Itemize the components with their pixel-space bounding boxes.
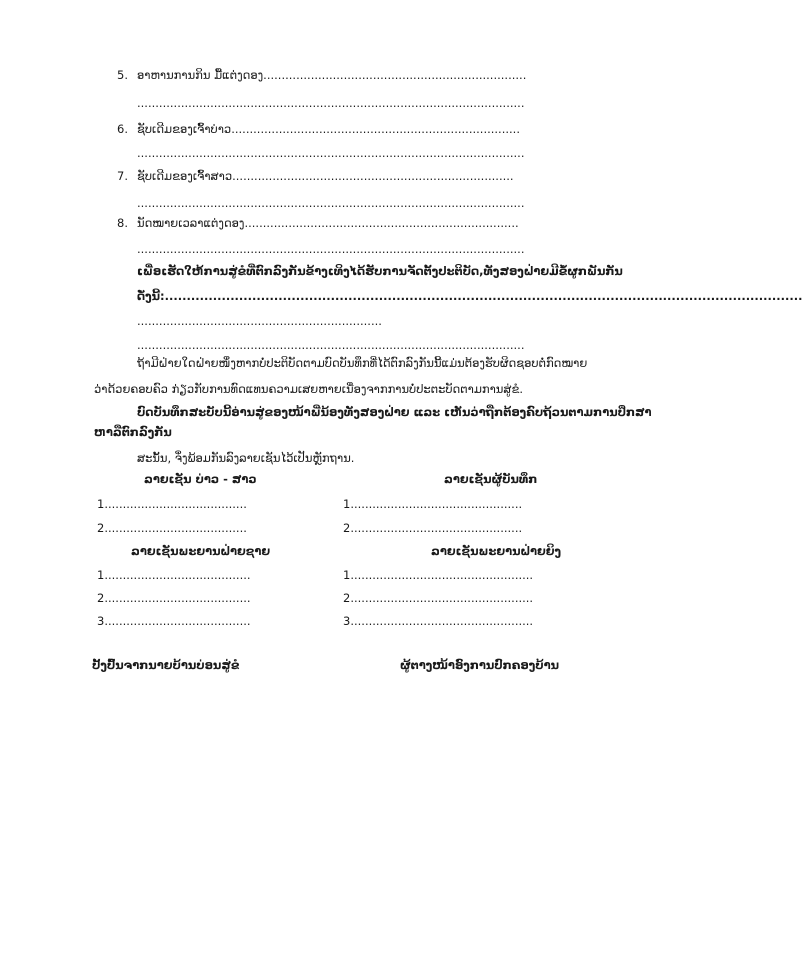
signature-title-groom-witness: ລາຍເຊັນພະຍານຝ່າຍຊາຍ xyxy=(131,544,271,558)
item-7 xyxy=(117,168,514,184)
signature-line: 1............................................... xyxy=(343,497,523,511)
item-text: ອາຫານການກິນ ມື້ແຕ່ງດອງ........................................................................ xyxy=(137,68,527,82)
item-7-continuation: .......................................................................................................... xyxy=(137,196,525,210)
commitment-obligations: ດັ່ງນີ້:.................................................................................................................................................. xyxy=(137,289,802,303)
commitment-blank-line: ................................................................... xyxy=(137,314,382,328)
signature-title-bride-groom: ລາຍເຊັນ ບ່າວ - ສາວ xyxy=(144,472,257,486)
liability-paragraph: ຖ້າມີຝ່າຍໃດຝ່າຍໜຶ່ງຫາກບໍ່ປະຕິບັດຕາມບົດບັນທຶກທີ່ໄດ້ຕົກລົງກັນນີ້ແມ່ນຕ້ອງຮັບຜິດຊອບຕໍ່ກົດໝາຍ xyxy=(137,356,588,370)
signature-line: 2............................................... xyxy=(343,521,523,535)
signature-line: 3.................................................. xyxy=(343,614,534,628)
item-text: ຊັບເດີມຂອງເຈົ້າບ່າວ............................................................................... xyxy=(137,122,520,136)
item-6 xyxy=(117,121,520,137)
item-5-continuation: .......................................................................................................... xyxy=(137,96,525,110)
signature-title-recorder: ລາຍເຊັນຜູ້ບັນທຶກ xyxy=(444,472,538,486)
commitment-heading: ເພື່ອເຮັດໃຫ້ການສູ່ຂໍທີ່ຕົກລົງກັນຂ້າງເທິງໄດ້ຮັບການຈັດຕັ້ງປະຕິບັດ,ທັງສອງຝ່າຍມີຂໍ້ຜູກພັນກັນ xyxy=(137,264,623,278)
signature-line: 1........................................ xyxy=(97,568,251,582)
item-number: 8. xyxy=(117,216,128,230)
confirmation-paragraph-cont: ຫາລືຕົກລົງກັນ xyxy=(94,425,172,439)
closing-statement: ສະນັ້ນ, ຈຶ່ງພ້ອມກັນລົງລາຍເຊັນໄວ້ເປັນຫຼັກຖານ. xyxy=(137,451,355,465)
item-8-continuation: .......................................................................................................... xyxy=(137,242,525,256)
item-6-continuation: .......................................................................................................... xyxy=(137,146,525,160)
item-number: 6. xyxy=(117,122,128,136)
item-number: 7. xyxy=(117,169,128,183)
item-8 xyxy=(117,215,519,231)
footer-village-stamp: ປັ້ງປົ້ນຈາກນາຍບ້ານບ່ອນສູ່ຂໍ xyxy=(92,658,240,672)
item-number: 5. xyxy=(117,68,128,82)
commitment-blank-line: .......................................................................................................... xyxy=(137,338,525,352)
confirmation-paragraph: ບົດບັນທຶກສະບັບນີ້ອ່ານສູ່ຂອງໜ້າພີ່ນ້ອງທັງສອງຝ່າຍ ແລະ ເຫັນວ່າຖືກຕ້ອງຄົບຖ້ວນຕາມການປຶກສາ xyxy=(137,405,652,419)
signature-line: 2.................................................. xyxy=(343,591,534,605)
item-text: ຊັບເດີມຂອງເຈົ້າສາວ............................................................................. xyxy=(137,169,514,183)
liability-paragraph-cont: ວ່າດ້ວຍຄອບຄົວ ກ່ຽວກັບການທົດແທນຄວາມເສຍຫາຍເນື່ອງຈາກການບໍ່ປະຕະບັດຕາມການສູ່ຂໍ. xyxy=(94,382,523,396)
signature-line: 1.................................................. xyxy=(343,568,534,582)
item-text: ນັດໝາຍເວລາແຕ່ງດອງ........................................................................... xyxy=(137,216,519,230)
footer-village-authority: ຜູ້ຕາງໜ້າອົງການປົກຄອງບ້ານ xyxy=(400,658,560,672)
signature-line: 2....................................... xyxy=(97,521,247,535)
signature-line: 3........................................ xyxy=(97,614,251,628)
item-5 xyxy=(117,67,526,83)
signature-title-bride-witness: ລາຍເຊັນພະຍານຝ່າຍຍິງ xyxy=(431,544,562,558)
signature-line: 2........................................ xyxy=(97,591,251,605)
signature-line: 1....................................... xyxy=(97,497,247,511)
